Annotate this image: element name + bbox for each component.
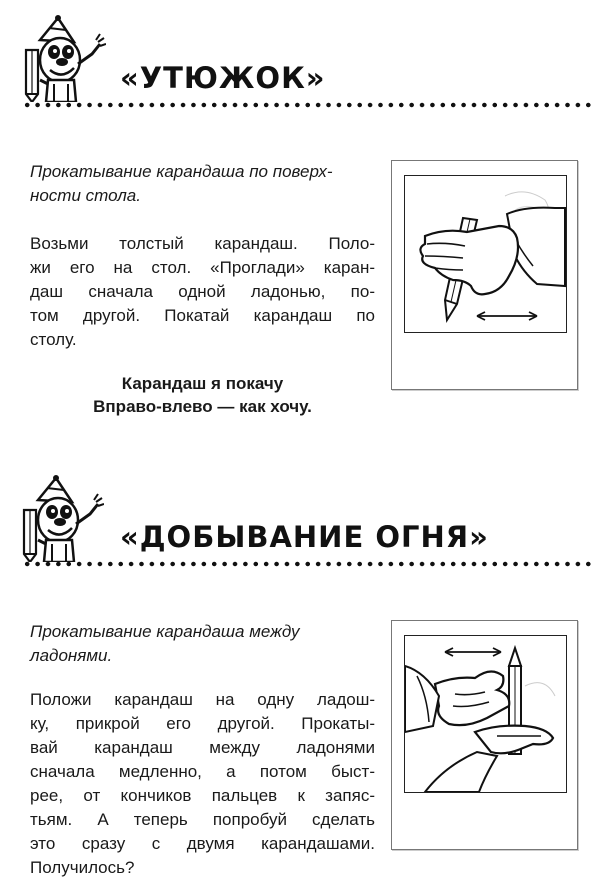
instruction-line: жи его на стол. «Проглади» каран- (30, 258, 375, 277)
instruction-line: Положи карандаш на одну ладош- (30, 690, 375, 709)
instruction-line: даш сначала одной ладонью, по- (30, 282, 375, 301)
instruction-line: Возьми толстый карандаш. Поло- (30, 234, 375, 253)
instruction-line: сначала медленно, а потом быст- (30, 762, 375, 781)
instruction-line: том другой. Покатай карандаш по (30, 306, 375, 325)
instruction-line: ку, прикрой его другой. Прокаты- (30, 714, 375, 733)
pencil-mascot-icon (16, 474, 104, 562)
section-title: «ДОБЫВАНИЕ ОГНЯ» (120, 520, 489, 554)
subtitle-line: Прокатывание карандаша между (30, 622, 300, 641)
subtitle-line: ладонями. (30, 646, 113, 665)
dotted-divider (22, 560, 592, 568)
instruction-line: рее, от кончиков пальцев к запяс- (30, 786, 375, 805)
section-fire-making (0, 470, 613, 877)
instruction-line: вай карандаш между ладонями (30, 738, 375, 757)
hands-rolling-pencil-between-palms-icon (405, 636, 566, 792)
instruction-line: тьям. А теперь попробуй сделать (30, 810, 375, 829)
exercise-instructions (30, 688, 375, 880)
exercise-instructions (30, 232, 375, 352)
rhyme-line: Вправо-влево — как хочу. (93, 397, 312, 416)
exercise-subtitle (30, 620, 375, 668)
illustration-card (391, 620, 578, 850)
instruction-line: столу. (30, 330, 77, 349)
rhyme-line: Карандаш я покачу (121, 374, 284, 393)
exercise-subtitle (30, 160, 375, 208)
illustration-card (391, 160, 578, 390)
dotted-divider (22, 101, 592, 109)
subtitle-line: Прокатывание карандаша по поверх- (30, 162, 333, 181)
rhyme (30, 372, 375, 418)
section-title: «УТЮЖОК» (120, 61, 326, 95)
hands-rolling-pencil-on-table-icon (405, 176, 566, 332)
subtitle-line: ности стола. (30, 186, 141, 205)
instruction-line: Получилось? (30, 858, 135, 877)
instruction-line: это сразу с двумя карандашами. (30, 834, 375, 853)
pencil-mascot-icon (18, 14, 106, 102)
